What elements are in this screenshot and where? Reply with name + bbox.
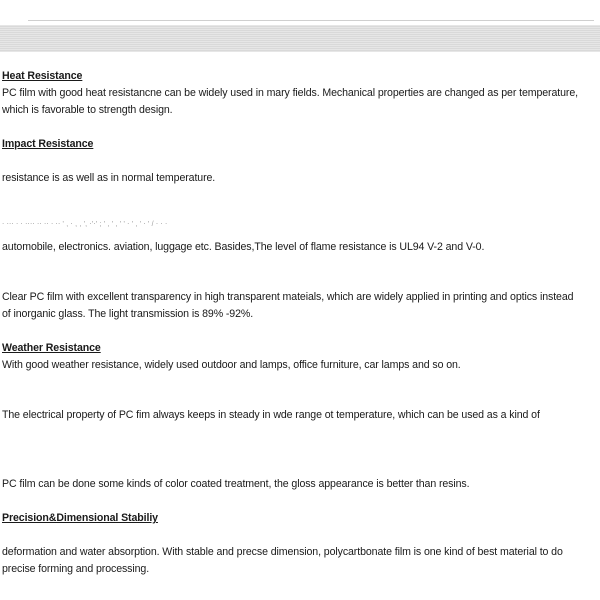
heading-weather-resistance: Weather Resistance bbox=[2, 342, 101, 354]
heading-precision-stability: Precision&Dimensional Stabiliy bbox=[2, 512, 158, 524]
electrical-text-line-1: The electrical property of PC fim always keeps in steady in wde range ot temperature, which can be used as a kind of bbox=[2, 409, 540, 421]
flame-faint-line: ‧ ‧‧‧ ‧ ‧ ‧‧‧‧ ‧‧ ‧‧ ‧ ‧‧ ' , ‧ , , ', ‧'‧' ; ' , ' , ' ' ‧ ' , ' ‧ ' / ‧ ‧ ‧ bbox=[2, 221, 168, 228]
heading-impact-resistance: Impact Resistance bbox=[2, 138, 94, 150]
impact-text-line-1: resistance is as well as in normal temperature. bbox=[2, 172, 216, 184]
heat-text-line-1: PC film with good heat resistancne can be widely used in mary fields. Mechanical properties are changed as per temperature, bbox=[2, 87, 578, 99]
heat-text-line-2: which is favorable to strength design. bbox=[2, 104, 173, 116]
flame-text-line-1: automobile, electronics. aviation, luggage etc. Basides,The level of flame resistance is UL94 V-2 and V-0. bbox=[2, 241, 485, 253]
weather-text-line-1: With good weather resistance, widely used outdoor and lamps, office furniture, car lamps and so on. bbox=[2, 359, 461, 371]
header-band bbox=[0, 25, 600, 52]
heading-heat-resistance: Heat Resistance bbox=[2, 70, 83, 82]
top-divider bbox=[28, 20, 594, 21]
transparency-text-line-2: of inorganic glass. The light transmission is 89% -92%. bbox=[2, 308, 254, 320]
coating-text-line-1: PC film can be done some kinds of color coated treatment, the gloss appearance is better than resins. bbox=[2, 478, 470, 490]
transparency-text-line-1: Clear PC film with excellent transparency in high transparent mateials, which are widely applied in printing and optics instead bbox=[2, 291, 574, 303]
precision-text-line-1: deformation and water absorption. With stable and precse dimension, polycartbonate film is one kind of best material to do bbox=[2, 546, 563, 558]
precision-text-line-2: precise forming and processing. bbox=[2, 563, 150, 575]
